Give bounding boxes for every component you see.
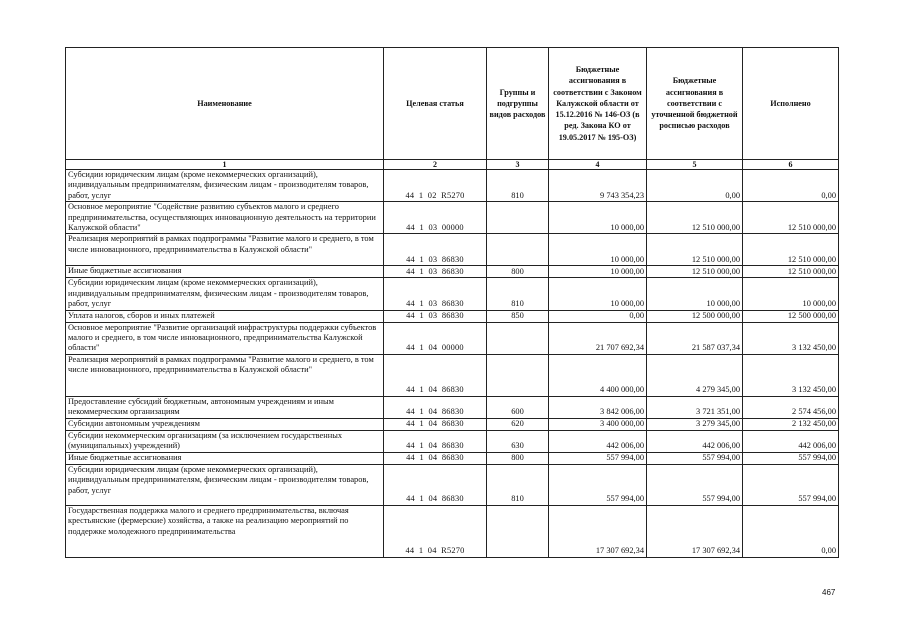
row-expense-group: 810 [487,464,549,505]
table-row [66,396,839,418]
column-number-row [66,160,839,170]
row-name: Субсидии некоммерческим организациям (за исключением государственных (муниципальных) учреждений) [66,430,384,452]
row-target-article: 44 1 04 86830 [384,464,487,505]
row-name: Государственная поддержка малого и среднего предпринимательства, включая крестьянские (фермерские) хозяйства, а также на реализацию мероприятий по поддержке молодежного предпринимательства [66,505,384,557]
row-law-amount: 10 000,00 [549,278,647,310]
row-executed-amount: 12 510 000,00 [743,234,839,266]
row-law-amount: 10 000,00 [549,234,647,266]
row-name: Уплата налогов, сборов и иных платежей [66,310,384,322]
header-row [66,48,839,160]
table-row [66,452,839,464]
column-number: 1 [66,160,384,170]
column-number: 4 [549,160,647,170]
row-refined-amount: 557 994,00 [647,464,743,505]
header-expense-groups: Группы и подгруппы видов расходов [487,48,549,160]
row-expense-group [487,234,549,266]
column-number: 3 [487,160,549,170]
table-row [66,430,839,452]
table-row [66,234,839,266]
row-executed-amount: 3 132 450,00 [743,322,839,354]
row-refined-amount: 21 587 037,34 [647,322,743,354]
row-executed-amount: 557 994,00 [743,464,839,505]
row-law-amount: 3 400 000,00 [549,418,647,430]
row-law-amount: 557 994,00 [549,464,647,505]
row-law-amount: 9 743 354,23 [549,170,647,202]
row-expense-group [487,354,549,396]
row-name: Предоставление субсидий бюджетным, автономным учреждениям и иным некоммерческим организациям [66,396,384,418]
table-row [66,310,839,322]
table-row [66,322,839,354]
row-law-amount: 17 307 692,34 [549,505,647,557]
row-expense-group: 850 [487,310,549,322]
row-executed-amount: 442 006,00 [743,430,839,452]
row-refined-amount: 12 510 000,00 [647,234,743,266]
column-number: 5 [647,160,743,170]
header-executed: Исполнено [743,48,839,160]
row-expense-group: 600 [487,396,549,418]
row-law-amount: 10 000,00 [549,266,647,278]
column-number: 6 [743,160,839,170]
row-refined-amount: 4 279 345,00 [647,354,743,396]
row-law-amount: 442 006,00 [549,430,647,452]
row-executed-amount: 0,00 [743,505,839,557]
row-executed-amount: 2 574 456,00 [743,396,839,418]
row-executed-amount: 12 510 000,00 [743,202,839,234]
header-law-allocations: Бюджетные ассигнования в соответствии с Законом Калужской области от 15.12.2016 № 146-ОЗ (в ред. Закона КО от 19.05.2017 № 195-ОЗ) [549,48,647,160]
row-executed-amount: 0,00 [743,170,839,202]
table-row [66,505,839,557]
row-law-amount: 4 400 000,00 [549,354,647,396]
row-refined-amount: 0,00 [647,170,743,202]
row-name: Реализация мероприятий в рамках подпрограммы "Развитие малого и среднего, в том числе инновационного, предпринимательства в Калужской области" [66,354,384,396]
row-name: Реализация мероприятий в рамках подпрограммы "Развитие малого и среднего, в том числе инновационного, предпринимательства в Калужской области" [66,234,384,266]
table-row [66,278,839,310]
row-executed-amount: 2 132 450,00 [743,418,839,430]
page-number: 467 [822,588,836,597]
row-target-article: 44 1 03 86830 [384,266,487,278]
row-expense-group: 810 [487,278,549,310]
table-row [66,266,839,278]
row-law-amount: 10 000,00 [549,202,647,234]
row-target-article: 44 1 04 86830 [384,430,487,452]
row-expense-group: 620 [487,418,549,430]
row-target-article: 44 1 03 86830 [384,278,487,310]
row-target-article: 44 1 04 R5270 [384,505,487,557]
row-expense-group: 800 [487,266,549,278]
table-body [66,170,839,558]
row-expense-group [487,322,549,354]
table-row [66,464,839,505]
row-refined-amount: 3 721 351,00 [647,396,743,418]
row-name: Субсидии юридическим лицам (кроме некоммерческих организаций), индивидуальным предпринимателям, физическим лицам - производителям товаров, работ, услуг [66,278,384,310]
row-executed-amount: 557 994,00 [743,452,839,464]
row-target-article: 44 1 03 86830 [384,310,487,322]
row-name: Субсидии юридическим лицам (кроме некоммерческих организаций), индивидуальным предпринимателям, физическим лицам - производителям товаров, работ, услуг [66,170,384,202]
row-target-article: 44 1 03 00000 [384,202,487,234]
row-law-amount: 3 842 006,00 [549,396,647,418]
row-refined-amount: 557 994,00 [647,452,743,464]
row-expense-group [487,505,549,557]
table-row [66,170,839,202]
row-refined-amount: 17 307 692,34 [647,505,743,557]
row-expense-group: 630 [487,430,549,452]
row-law-amount: 557 994,00 [549,452,647,464]
table-row [66,354,839,396]
row-executed-amount: 12 500 000,00 [743,310,839,322]
row-target-article: 44 1 04 86830 [384,418,487,430]
row-name: Иные бюджетные ассигнования [66,266,384,278]
row-target-article: 44 1 04 00000 [384,322,487,354]
table-row [66,418,839,430]
header-name: Наименование [66,48,384,160]
row-name: Иные бюджетные ассигнования [66,452,384,464]
row-name: Основное мероприятие "Содействие развитию субъектов малого и среднего предпринимательства, осуществляющих инновационную деятельность на территории Калужской области" [66,202,384,234]
header-target-article: Целевая статья [384,48,487,160]
row-expense-group: 800 [487,452,549,464]
row-name: Субсидии юридическим лицам (кроме некоммерческих организаций), индивидуальным предпринимателям, физическим лицам - производителям товаров, работ, услуг [66,464,384,505]
table-row [66,202,839,234]
column-number: 2 [384,160,487,170]
row-target-article: 44 1 03 86830 [384,234,487,266]
row-executed-amount: 3 132 450,00 [743,354,839,396]
row-refined-amount: 442 006,00 [647,430,743,452]
row-target-article: 44 1 04 86830 [384,452,487,464]
budget-table [65,47,839,558]
row-law-amount: 21 707 692,34 [549,322,647,354]
row-name: Субсидии автономным учреждениям [66,418,384,430]
row-executed-amount: 12 510 000,00 [743,266,839,278]
row-expense-group [487,202,549,234]
row-executed-amount: 10 000,00 [743,278,839,310]
row-refined-amount: 3 279 345,00 [647,418,743,430]
header-refined-allocations: Бюджетные ассигнования в соответствии с уточненной бюджетной росписью расходов [647,48,743,160]
row-refined-amount: 12 500 000,00 [647,310,743,322]
row-target-article: 44 1 04 86830 [384,396,487,418]
row-name: Основное мероприятие "Развитие организаций инфраструктуры поддержки субъектов малого и среднего, в том числе инновационного, предпринимательства Калужской области" [66,322,384,354]
row-refined-amount: 10 000,00 [647,278,743,310]
row-target-article: 44 1 02 R5270 [384,170,487,202]
row-expense-group: 810 [487,170,549,202]
row-law-amount: 0,00 [549,310,647,322]
row-refined-amount: 12 510 000,00 [647,266,743,278]
row-target-article: 44 1 04 86830 [384,354,487,396]
row-refined-amount: 12 510 000,00 [647,202,743,234]
